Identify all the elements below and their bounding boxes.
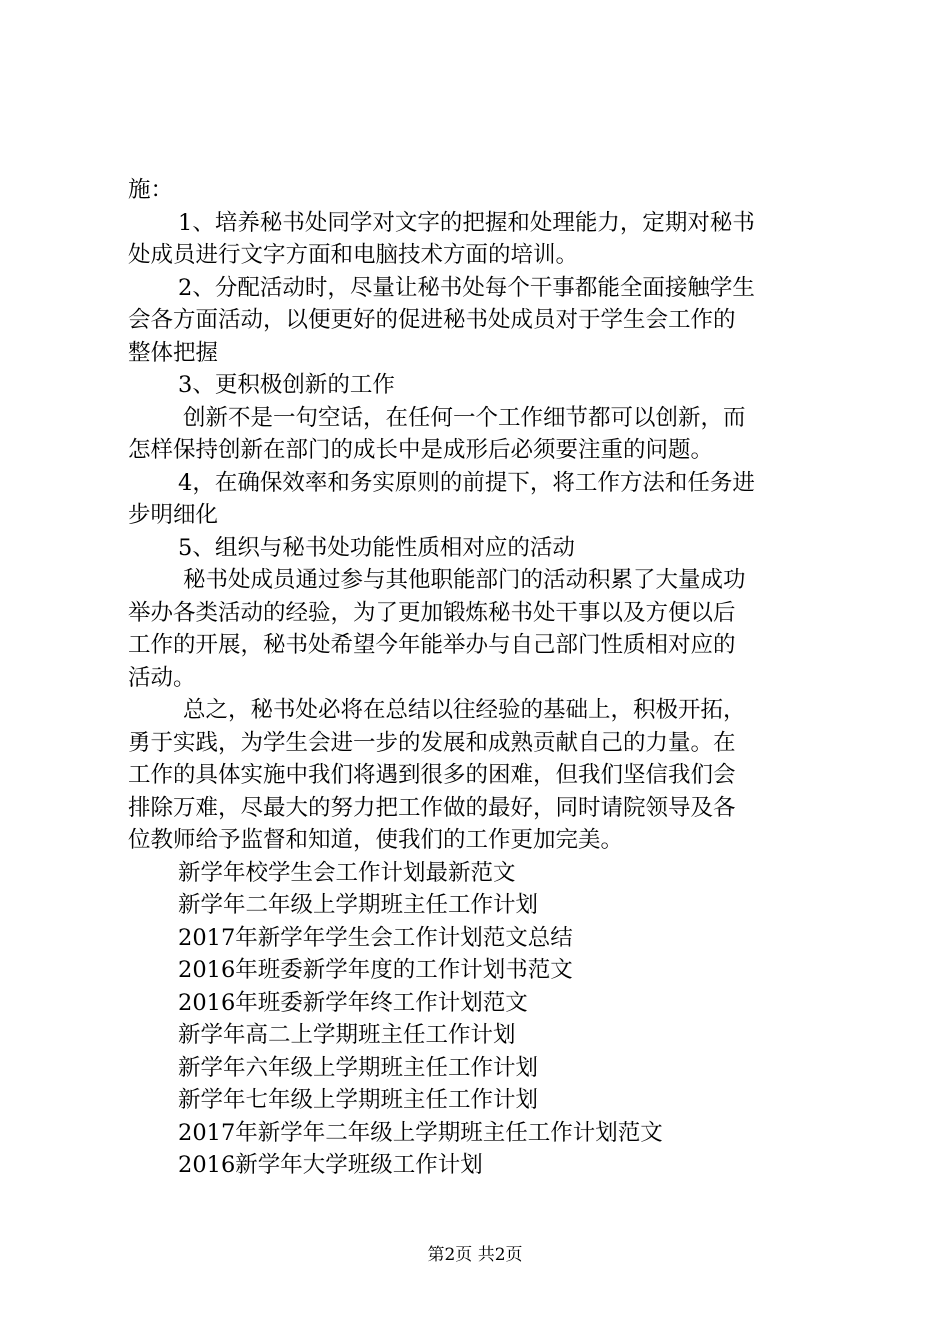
related-link[interactable]: 2016新学年大学班级工作计划 [178, 1152, 483, 1178]
paragraph-line: 工作的具体实施中我们将遇到很多的困难，但我们坚信我们会 [128, 762, 736, 788]
paragraph-line: 勇于实践，为学生会进一步的发展和成熟贡献自己的力量。在 [128, 729, 736, 756]
paragraph-line: 位教师给予监督和知道，使我们的工作更加完美。 [128, 827, 624, 853]
paragraph-line: 会各方面活动，以便更好的促进秘书处成员对于学生会工作的 [128, 307, 736, 333]
related-link[interactable]: 2016年班委新学年终工作计划范文 [178, 989, 528, 1016]
paragraph-line: 5、组织与秘书处功能性质相对应的活动 [178, 534, 575, 561]
related-link[interactable]: 2017年新学年学生会工作计划范文总结 [178, 924, 573, 951]
paragraph-line: 总之，秘书处必将在总结以往经验的基础上，积极开拓， [183, 697, 746, 723]
paragraph-line: 工作的开展，秘书处希望今年能举办与自己部门性质相对应的 [128, 632, 736, 658]
paragraph-line: 秘书处成员通过参与其他职能部门的活动积累了大量成功 [183, 567, 746, 593]
paragraph-line: 举办各类活动的经验，为了更加锻炼秘书处干事以及方便以后 [128, 599, 736, 626]
paragraph-line: 3、更积极创新的工作 [178, 372, 395, 398]
paragraph-line: 1、培养秘书处同学对文字的把握和处理能力，定期对秘书 [178, 209, 755, 236]
paragraph-line: 4，在确保效率和务实原则的前提下，将工作方法和任务进 [178, 469, 755, 496]
document-body [128, 174, 833, 1182]
paragraph-line: 施： [128, 177, 174, 203]
paragraph-line: 整体把握 [128, 339, 219, 366]
related-link[interactable]: 新学年高二上学期班主任工作计划 [178, 1022, 516, 1048]
page-footer [0, 1244, 950, 1266]
related-link[interactable]: 新学年校学生会工作计划最新范文 [178, 859, 516, 886]
related-link[interactable]: 新学年二年级上学期班主任工作计划 [178, 892, 539, 918]
page-number: 第2页 共2页 [427, 1245, 523, 1265]
paragraph-line: 怎样保持创新在部门的成长中是成形后必须要注重的问题。 [128, 437, 714, 463]
related-link[interactable]: 新学年六年级上学期班主任工作计划 [178, 1054, 539, 1081]
paragraph-line: 处成员进行文字方面和电脑技术方面的培训。 [128, 242, 579, 268]
related-link[interactable]: 2017年新学年二年级上学期班主任工作计划范文 [178, 1119, 663, 1146]
paragraph-line: 创新不是一句空话，在任何一个工作细节都可以创新，而 [183, 404, 746, 431]
paragraph-line: 排除万难，尽最大的努力把工作做的最好，同时请院领导及各 [128, 794, 736, 821]
related-link[interactable]: 2016年班委新学年度的工作计划书范文 [178, 957, 573, 983]
paragraph-line: 2、分配活动时，尽量让秘书处每个干事都能全面接触学生 [178, 274, 755, 301]
related-link[interactable]: 新学年七年级上学期班主任工作计划 [178, 1087, 539, 1113]
paragraph-line: 步明细化 [128, 502, 219, 528]
paragraph-line: 活动。 [128, 664, 196, 691]
